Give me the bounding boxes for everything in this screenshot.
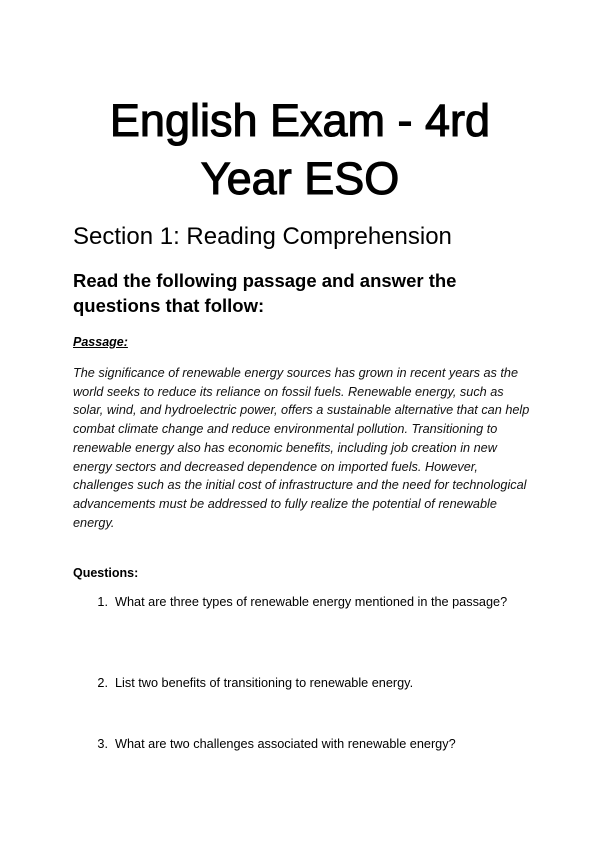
question-text: What are two challenges associated with renewable energy? [115,737,456,751]
section-heading: Section 1: Reading Comprehension [73,223,452,250]
passage-label: Passage: [73,335,128,349]
exam-title: English Exam - 4rd Year ESO [109,95,491,204]
question-number: 2. [97,676,108,690]
questions-label: Questions: [73,566,139,580]
question-item [90,674,510,693]
question-number: 1. [97,595,108,609]
passage-text: The significance of renewable energy sources has grown in recent years as the world seeks to reduce its reliance on fossil fuels. Renewable energy, such as solar, wind, and hydroelectric power, offers a sustainable alternative that can help combat climate change and reduce environmental pollution. Transitioning to renewable energy also has economic benefits, including job creation in new energy sectors and decreased dependence on imported fuels. However, challenges such as the initial cost of infrastructure and the need for technological advancements must be addressed to fully realize the potential of renewable energy. [73,366,530,530]
question-number: 3. [97,737,108,751]
question-item [90,593,510,612]
question-item [90,735,510,754]
question-text: List two benefits of transitioning to renewable energy. [115,676,414,690]
instructions-heading: Read the following passage and answer the questions that follow: [73,270,457,316]
question-text: What are three types of renewable energy mentioned in the passage? [115,595,508,609]
